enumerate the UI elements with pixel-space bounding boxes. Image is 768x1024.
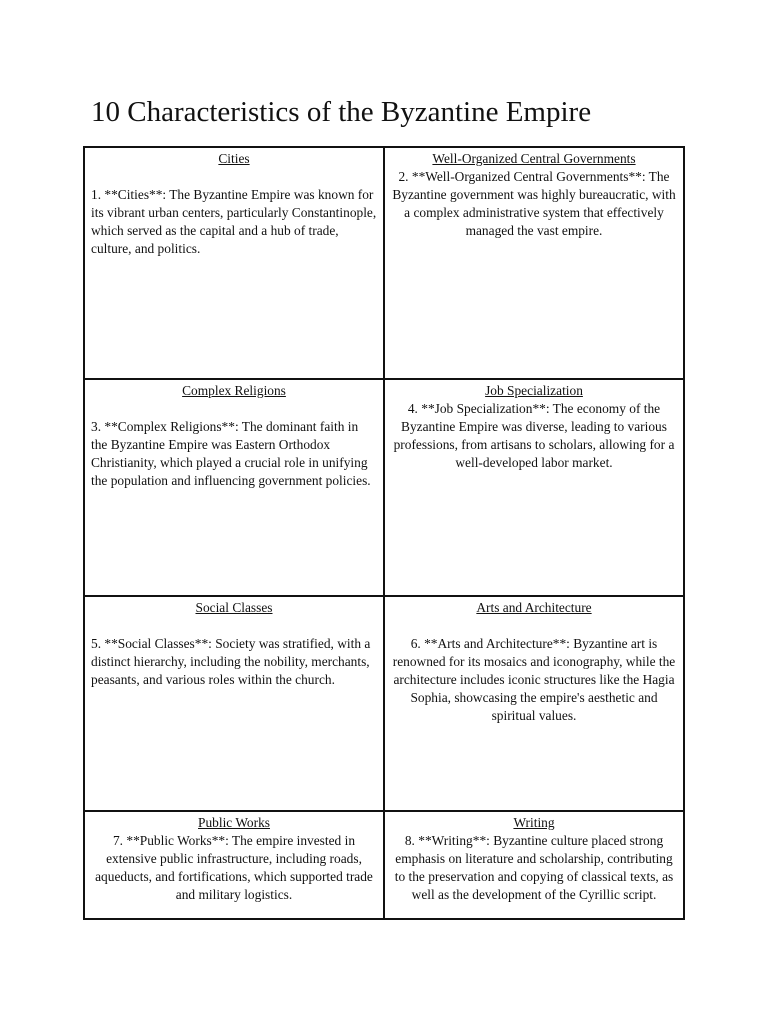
table-row [84,379,684,596]
cell-heading: Social Classes [195,600,273,615]
cell-heading: Arts and Architecture [476,600,592,615]
cell-text: 4. **Job Specialization**: The economy of the Byzantine Empire was diverse, leading to various professions, from artisans to scholars, allowing for a well-developed labor market. [393,401,675,470]
cell-text: 1. **Cities**: The Byzantine Empire was known for its vibrant urban centers, particularly Constantinople, which served as the capital and a hub of trade, culture, and politics. [91,187,377,256]
cell-writing [384,811,684,919]
cell-arts-architecture [384,596,684,811]
characteristics-table [83,146,685,920]
cell-heading: Well-Organized Central Governments [432,151,636,166]
cell-complex-religions [84,379,384,596]
cell-public-works [84,811,384,919]
cell-text: 6. **Arts and Architecture**: Byzantine art is renowned for its mosaics and iconography, while the architecture includes iconic structures like the Hagia Sophia, showcasing the empire's aesthetic and spiritual values. [392,636,676,723]
cell-heading: Complex Religions [182,383,286,398]
cell-heading: Public Works [198,815,270,830]
cell-heading: Job Specialization [485,383,583,398]
table-row [84,811,684,919]
cell-cities [84,147,384,379]
cell-social-classes [84,596,384,811]
cell-text: 2. **Well-Organized Central Governments**: The Byzantine government was highly bureaucratic, with a complex administrative system that effectively managed the vast empire. [392,169,676,238]
cell-text: 7. **Public Works**: The empire invested in extensive public infrastructure, including roads, aqueducts, and fortifications, which supported trade and military logistics. [95,833,373,902]
page-title: 10 Characteristics of the Byzantine Empire [91,96,592,128]
cell-heading: Cities [218,151,250,166]
table-row [84,596,684,811]
cell-text: 8. **Writing**: Byzantine culture placed strong emphasis on literature and scholarship, contributing to the preservation and copying of classical texts, as well as the development of the Cyrillic script. [394,833,674,902]
cell-text: 5. **Social Classes**: Society was stratified, with a distinct hierarchy, including the nobility, merchants, peasants, and various roles within the church. [91,636,371,687]
cell-job-specialization [384,379,684,596]
cell-text: 3. **Complex Religions**: The dominant faith in the Byzantine Empire was Eastern Orthodox Christianity, which played a crucial role in unifying the population and influencing government policies. [91,419,371,488]
table-row [84,147,684,379]
cell-heading: Writing [513,815,555,830]
cell-central-governments [384,147,684,379]
